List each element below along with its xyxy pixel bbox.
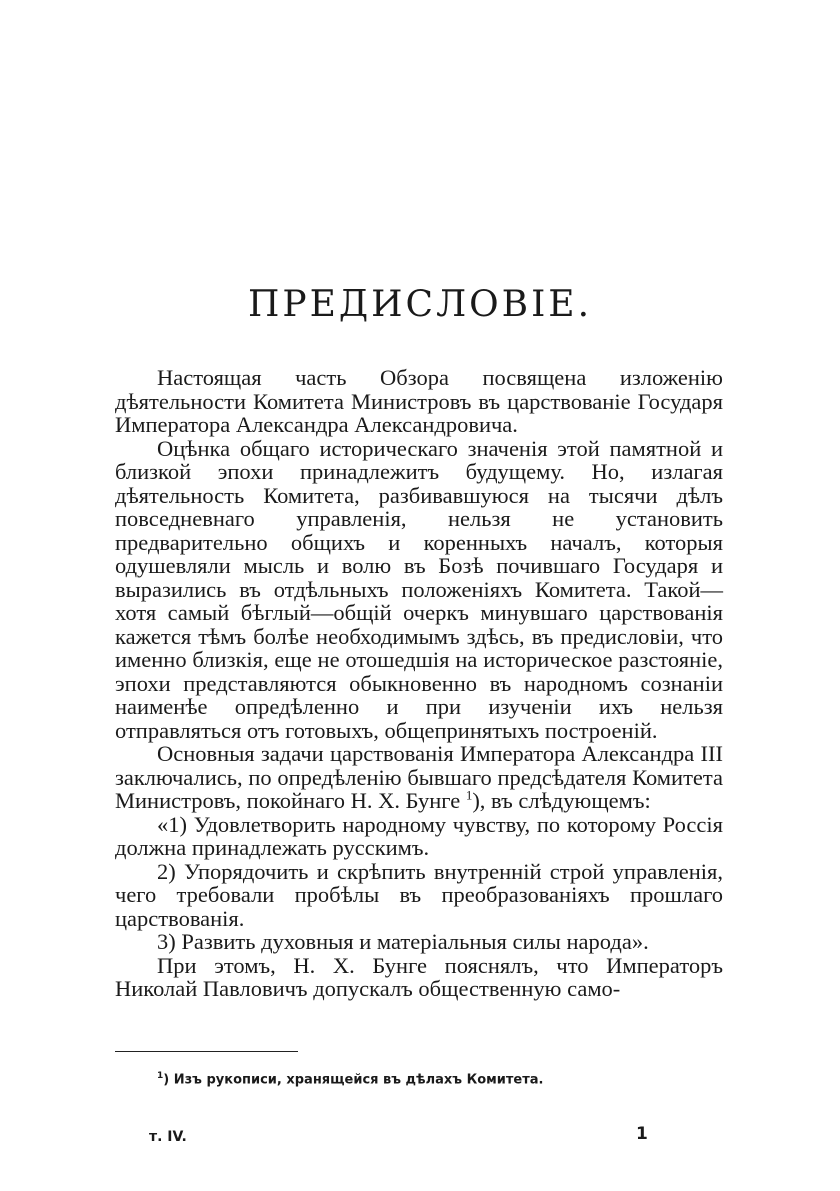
paragraph-3-text: Основныя задачи царствованія Императора Александра III заключались, по опредѣленію бывшаго предсѣдателя Комитета Министровъ, покойнаго Н. Х. Бунге (115, 741, 723, 813)
paragraph-last: При этомъ, Н. Х. Бунге пояснялъ, что Императоръ Николай Павловичъ допускалъ общественную само- (115, 952, 723, 1001)
signature-mark: т. IV. (149, 1129, 187, 1145)
footnote-marker: 1 (157, 1071, 164, 1081)
quote-item-2: 2) Упорядочить и скрѣпить внутренній строй управленія, чего требовали пробѣлы въ преобразованіяхъ прошлаго царствованія. (115, 858, 723, 931)
footnote-divider (115, 1051, 298, 1052)
quote-item-1: «1) Удовлетворить народному чувству, по которому Россія должна принадлежать русскимъ. (115, 811, 723, 860)
footnote-text: ) Изъ рукописи, хранящейся въ дѣлахъ Комитета. (163, 1072, 544, 1088)
paragraph-3 (115, 742, 723, 813)
body-text (115, 366, 723, 1001)
footnote-reference: 1 (465, 787, 473, 803)
footnote (157, 1071, 543, 1087)
page-number: 1 (636, 1124, 648, 1144)
paragraph-2: Оцѣнка общаго историческаго значенія этой памятной и близкой эпохи принадлежитъ будущему. Но, излагая дѣятельность Комитета, разбивавшуюся на тысячи дѣлъ повседневнаго управленія, нельзя не установить предварительно общихъ и коренныхъ началъ, которыя одушевляли мысль и волю въ Бозѣ почившаго Государя и выразились въ отдѣльныхъ положеніяхъ Комитета. Такой—хотя самый бѣглый—общій очеркъ минувшаго царствованія кажется тѣмъ болѣе необходимымъ здѣсь, въ предисловіи, что именно близкія, еще не отошедшія на историческое разстояніе, эпохи представляются обыкновенно въ народномъ сознаніи наименѣе опредѣленно и при изученіи ихъ нельзя отправляться отъ готовыхъ, общепринятыхъ построеній. (115, 435, 723, 743)
quote-item-3: 3) Развить духовныя и матеріальныя силы народа». (157, 929, 649, 954)
paragraph-3-tail: ), въ слѣдующемъ: (472, 788, 651, 813)
page-title: ПРЕДИСЛОВІЕ. (247, 284, 593, 325)
paragraph-1: Настоящая часть Обзора посвящена изложенію дѣятельности Комитета Министровъ въ царствованіе Государя Императора Александра Александровича. (115, 365, 723, 437)
